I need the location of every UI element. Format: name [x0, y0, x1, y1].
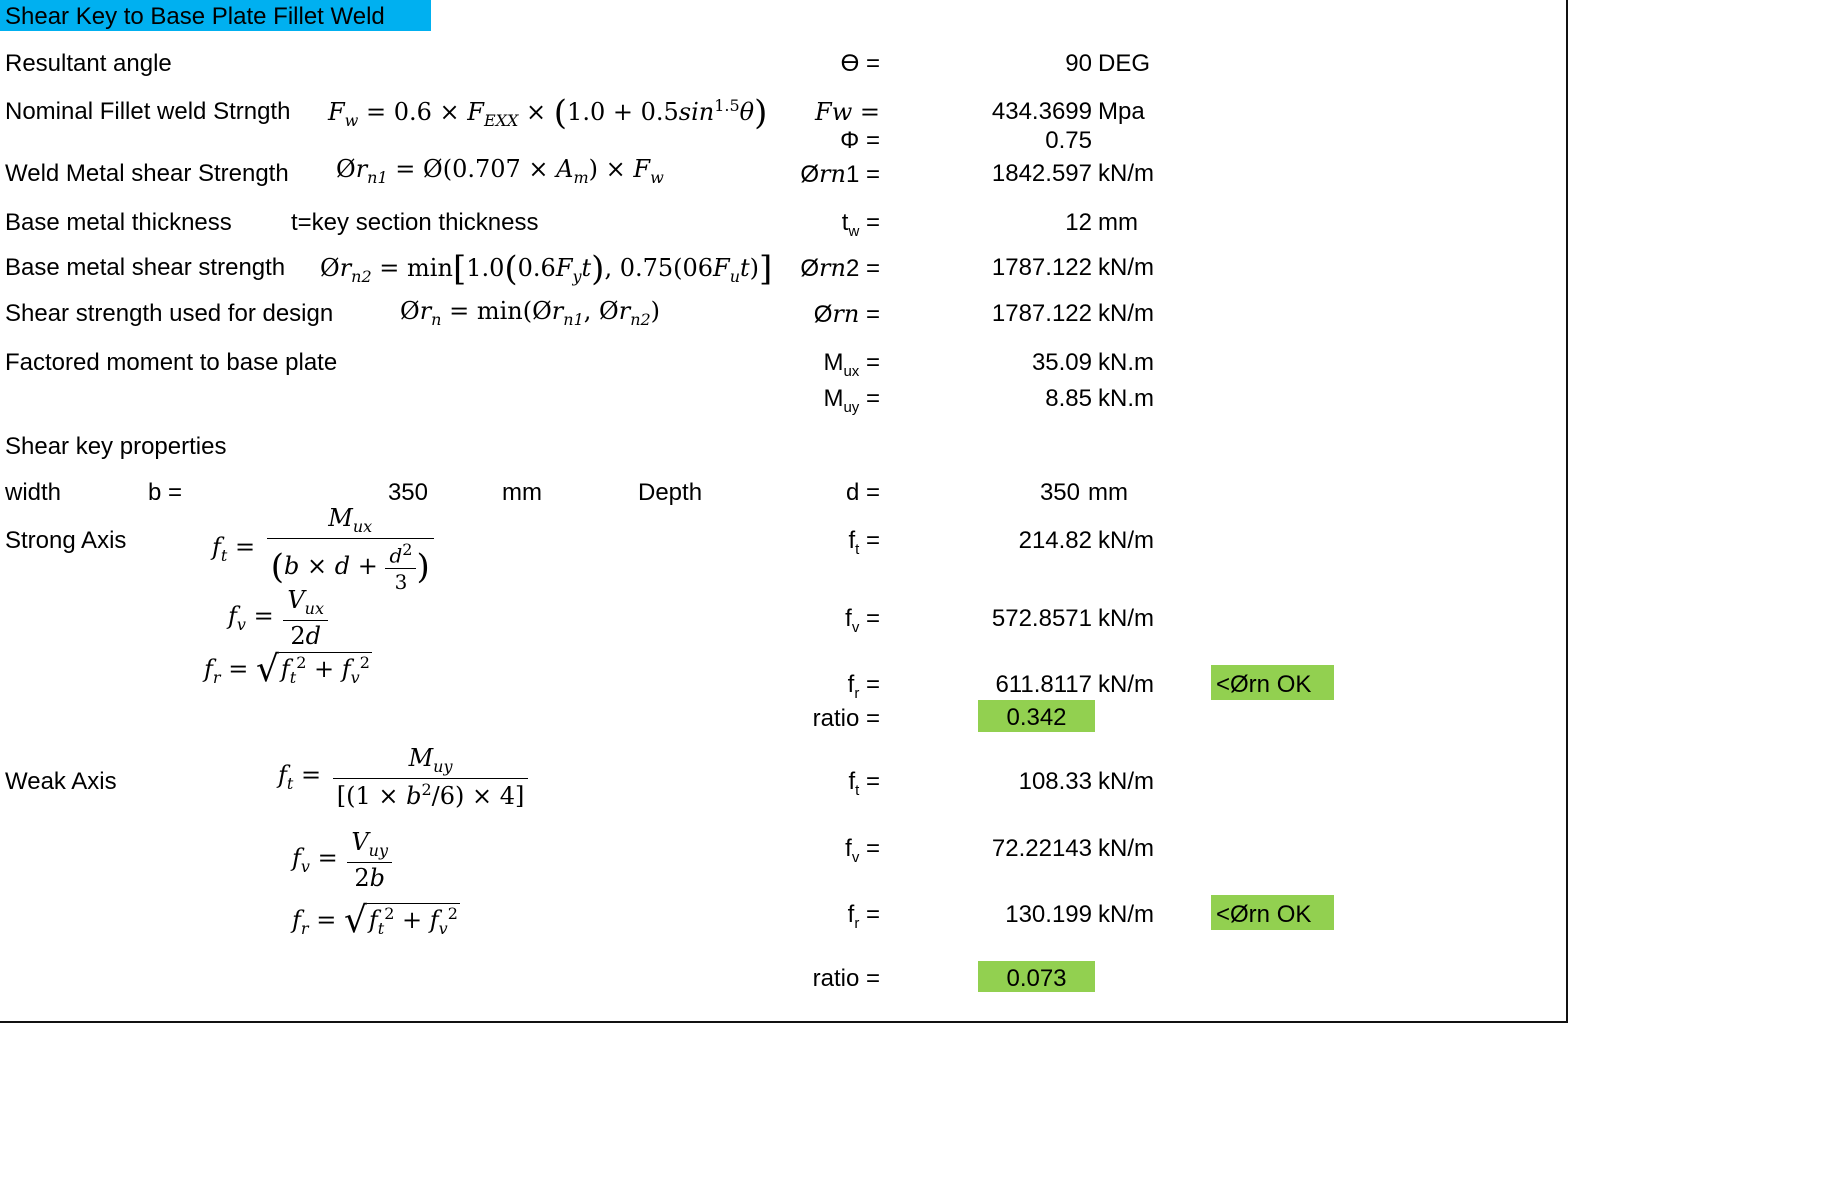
unit-strong-fv: kN/m — [1098, 605, 1154, 632]
symbol-strong-fv — [700, 607, 880, 635]
symbol-muy-main: M — [823, 385, 844, 412]
heading-shear-key: Shear key properties — [5, 433, 227, 460]
label-strong-axis: Strong Axis — [5, 527, 127, 554]
strong-ok-text: <Ørn OK — [1216, 671, 1312, 698]
symbol-orn: Ørn = — [813, 300, 880, 328]
formula-fw: $F_w = 0.6 \times F_{EXX} \times (1.0 + 0.5\sin^{1.5}\theta)$ — [328, 93, 768, 133]
formula-strong-fr: $f_r = √f_t^2 + f_v^2$ — [204, 649, 370, 690]
value-strong-fv[interactable]: 572.8571 — [991, 605, 1092, 632]
value-phi[interactable]: 0.75 — [1045, 127, 1092, 154]
symbol-fw: Fw = — [815, 98, 880, 126]
symbol-weak-fv-main: f — [845, 835, 852, 862]
symbol-weak-fv-sub: v — [851, 848, 860, 866]
value-theta[interactable]: 90 — [1065, 50, 1092, 77]
page-title: Shear Key to Base Plate Fillet Weld — [5, 3, 385, 30]
value-orn1[interactable]: 1842.597 — [991, 160, 1092, 187]
value-weak-fv[interactable]: 72.22143 — [991, 835, 1092, 862]
symbol-orn1: Ørn1 = — [800, 160, 880, 188]
value-orn[interactable]: 1787.122 — [991, 300, 1092, 327]
unit-orn2: kN/m — [1098, 254, 1154, 281]
value-orn2[interactable]: 1787.122 — [991, 254, 1092, 281]
label-strong-ratio: ratio = — [812, 705, 880, 732]
label-base-shear: Base metal shear strength — [5, 254, 286, 281]
unit-tw: mm — [1098, 209, 1138, 236]
formula-orn: $Ør_n$ = $\min(Ør_{n1}$, $Ør_{n2}$) — [400, 297, 661, 329]
symbol-muy-tail: = — [859, 385, 880, 412]
unit-weak-fv: kN/m — [1098, 835, 1154, 862]
symbol-weak-ft-main: f — [848, 768, 856, 795]
symbol-weak-fv-tail: = — [859, 835, 880, 862]
symbol-weak-fv — [700, 837, 880, 865]
value-strong-ratio: 0.342 — [1006, 704, 1067, 731]
value-weak-fr[interactable]: 130.199 — [1005, 901, 1092, 928]
symbol-weak-fr-tail: = — [859, 901, 880, 928]
symbol-weak-fr-sub: r — [854, 914, 860, 932]
label-depth: Depth — [638, 479, 703, 506]
unit-b: mm — [502, 479, 542, 506]
symbol-strong-fr-main: f — [847, 671, 855, 698]
unit-mux: kN.m — [1098, 349, 1154, 376]
label-moment: Factored moment to base plate — [5, 349, 338, 376]
title-cell[interactable] — [0, 0, 431, 31]
symbol-tw-main: t — [841, 209, 849, 236]
symbol-mux-tail: = — [859, 349, 880, 376]
symbol-weak-fr-main: f — [847, 901, 855, 928]
value-tw[interactable]: 12 — [1065, 209, 1092, 236]
unit-orn1: kN/m — [1098, 160, 1154, 187]
symbol-theta: ϴ = — [840, 50, 880, 77]
symbol-strong-fv-main: f — [845, 605, 852, 632]
symbol-strong-fv-sub: v — [851, 618, 860, 636]
symbol-strong-fr — [700, 673, 880, 701]
symbol-weak-fr — [700, 903, 880, 931]
symbol-tw-tail: = — [859, 209, 880, 236]
value-b[interactable]: 350 — [387, 479, 428, 506]
unit-strong-fr: kN/m — [1098, 671, 1154, 698]
unit-weak-ft: kN/m — [1098, 768, 1154, 795]
symbol-weak-ft — [700, 770, 880, 798]
symbol-tw — [700, 211, 880, 239]
formula-orn1: $Ør_{n1}$ = Ø(0.707 × $A_m) \times F_w$ — [336, 155, 664, 187]
unit-orn: kN/m — [1098, 300, 1154, 327]
formula-strong-ft: $f_t$ = $M_{ux}$ (b × d + $\frac{d^2}{3}$ ) — [212, 506, 434, 592]
formula-strong-fv: $f_v$ = $\frac{V_{ux}}{2d}$ — [228, 588, 328, 648]
label-weak-ratio: ratio = — [812, 965, 880, 992]
label-weld-metal: Weld Metal shear Strength — [5, 160, 289, 187]
symbol-muy-sub: uy — [843, 398, 860, 416]
label-resultant-angle: Resultant angle — [5, 50, 172, 77]
label-design-shear: Shear strength used for design — [5, 300, 334, 327]
weak-ok-text: <Ørn OK — [1216, 901, 1312, 928]
value-mux[interactable]: 35.09 — [1031, 349, 1092, 376]
weak-ok-badge[interactable] — [1211, 895, 1334, 930]
note-key-thickness: t=key section thickness — [291, 209, 539, 236]
label-base-thickness: Base metal thickness — [5, 209, 232, 236]
unit-muy: kN.m — [1098, 385, 1154, 412]
value-fw[interactable]: 434.3699 — [991, 98, 1092, 125]
value-muy[interactable]: 8.85 — [1045, 385, 1092, 412]
symbol-strong-fv-tail: = — [859, 605, 880, 632]
symbol-weak-ft-sub: t — [855, 781, 860, 799]
unit-theta: DEG — [1098, 50, 1151, 77]
symbol-mux-sub: ux — [843, 362, 860, 380]
symbol-muy — [700, 387, 880, 415]
symbol-strong-ft-tail: = — [859, 527, 880, 554]
symbol-weak-ft-tail: = — [859, 768, 880, 795]
strong-ok-badge[interactable] — [1211, 665, 1334, 700]
weak-ratio-cell[interactable] — [978, 961, 1095, 992]
formula-weak-fr: $f_r = √f_t^2 + f_v^2$ — [292, 900, 458, 941]
symbol-strong-ft — [700, 529, 880, 557]
value-weak-ft[interactable]: 108.33 — [1018, 768, 1092, 795]
symbol-orn2: Ørn2 = — [800, 254, 880, 282]
label-weak-axis: Weak Axis — [5, 768, 117, 795]
symbol-phi: Φ = — [840, 127, 880, 154]
value-d[interactable]: 350 — [1039, 479, 1080, 506]
symbol-strong-fr-tail: = — [859, 671, 880, 698]
strong-ratio-cell[interactable] — [978, 700, 1095, 732]
unit-weak-fr: kN/m — [1098, 901, 1154, 928]
value-strong-fr[interactable]: 611.8117 — [995, 671, 1092, 698]
symbol-mux — [700, 351, 880, 379]
unit-strong-ft: kN/m — [1098, 527, 1154, 554]
symbol-mux-main: M — [823, 349, 844, 376]
symbol-strong-fr-sub: r — [854, 684, 860, 702]
formula-orn2: $Ør_{n2} = \min[1.0(0.6F_yt)$, $0.75(06F_ut)$] — [320, 249, 773, 289]
unit-fw: Mpa — [1098, 98, 1145, 125]
symbol-strong-ft-sub: t — [855, 540, 860, 558]
label-nominal-strength: Nominal Fillet weld Strngth — [5, 98, 291, 125]
symbol-tw-sub: w — [848, 222, 860, 240]
formula-weak-ft: $f_t$ = $\frac{M_{uy}}{[(1 \times b^2/6) \times 4]}$ — [278, 746, 528, 808]
value-strong-ft[interactable]: 214.82 — [1018, 527, 1092, 554]
unit-d: mm — [1088, 479, 1128, 506]
symbol-d: d = — [845, 479, 880, 506]
label-b: b = — [148, 479, 183, 506]
symbol-strong-ft-main: f — [848, 527, 856, 554]
label-width: width — [5, 479, 62, 506]
formula-weak-fv: $f_v$ = $\frac{V_{uy}}{2b}$ — [292, 830, 392, 890]
value-weak-ratio: 0.073 — [1006, 965, 1067, 992]
